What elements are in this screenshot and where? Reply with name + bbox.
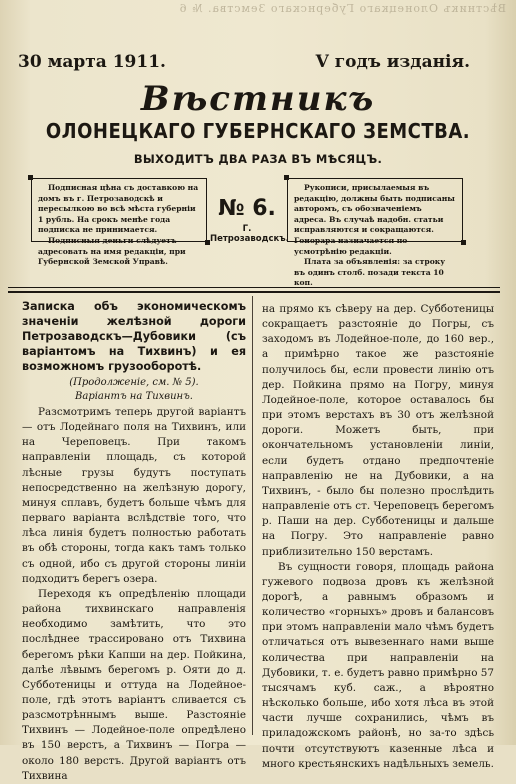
editorial-info-box [287,178,463,288]
masthead-info-row [18,52,470,72]
publication-year: V годъ изданія. [315,52,470,72]
subscription-address-text: Подписныя деньги слѣдуетъ адресовать на имя редакціи, при Губернской Земской Управѣ. [38,235,186,267]
article-paragraph: на прямо къ сѣверу на дер. Субботеницы сокращаетъ разстояніе до Погры, съ заходомъ въ Лодейное-поле, до 160 вер., а примѣрно такое же разстояніе получилось бы, если провести линію отъ дер. Пойкина прямо на Погру, минуя Лодейное-поле, которое оставалось бы при этомъ верстахъ въ 30 отъ желѣзной дороги. Можетъ быть, при окончательномъ установленіи линіи, если будетъ отдано предпочтеніе направленію не на Дубовики, а на Тихвинъ, - было бы полезно прослѣдить направленіе отъ ст. Череповецъ берегомъ р. Паши на дер. Субботеницы и дальше на Погру. Это направленіе равно приблизительно 150 верстамъ. [262,303,494,558]
article-paragraph: Въ сущности говоря, площадь района гужевого подвоза дровъ къ желѣзной дорогѣ, а равнымъ образомъ и количество «горныхъ» дровъ и балансовъ при этомъ направленіи мало чѣмъ будетъ отличаться отъ вывезеннаго нами выше количества при направленіи на Дубовики, т. е. будетъ равно примѣрно 57 тысячамъ куб. саж., а вѣроятно нѣсколько больше, ибо хотя лѣса въ этой части лучше сохранились, чѣмъ въ приладожскомъ районѣ, но за-то здѣсь почти отсутствуютъ казенные лѣса и много крестьянскихъ надѣльныхъ земель. [262,560,494,770]
header-rule [8,287,500,288]
header-rule-thick [8,291,500,293]
article-column-left [22,299,246,784]
issue-date: 30 марта 1911. [18,52,166,72]
publication-frequency: ВЫХОДИТЪ ДВА РАЗА ВЪ МѢСЯЦЪ. [133,152,383,166]
article-section-heading: Варіантъ на Тихвинъ. [75,391,193,402]
issue-place: Г. Петрозаводскъ. [210,224,289,244]
article-paragraph: Разсмотримъ теперь другой варіантъ — отъ Лодейнаго поля на Тихвинъ, или на Череповецъ. При такомъ направленіи площадь, съ которой лѣсные грузы будутъ поступать непосредственно на желѣзную дорогу, минуя сплавъ, будетъ больше чѣмъ для перваго варіанта вслѣдствіе того, что лѣса линія будетъ полностью работать въ обѣ стороны, тогда какъ тамъ только съ одной, ибо съ другой стороны линіи подходитъ берегъ озера. [22,406,246,585]
masthead-title: Вѣстникъ [140,79,376,119]
article-continuation-note: (Продолженіе, см. № 5). [69,377,199,388]
masthead-subtitle: ОЛОНЕЦКАГО ГУБЕРНСКАГО ЗЕМСТВА. [45,119,471,144]
manuscripts-text: Рукописи, присылаемыя въ редакцію, должны быть подписаны авторомъ, съ обозначеніемъ адреса. Въ случаѣ надобн. статьи исправляются и сокращаются. Гонорара назначается по усмотрѣнію редакціи. [294,183,455,256]
issue-block [210,196,289,244]
article-paragraph: Переходя къ опредѣленію площади района тихвинскаго направленія необходимо замѣтить, что это послѣднее трассировано отъ Тихвина берегомъ рѣки Капши на дер. Пойкина, далѣе лѣвымъ берегомъ р. Ояти до д. Субботеницы и оттуда на Лодейное-поле, гдѣ этотъ варіантъ сливается съ разсмотрѣннымъ выше. Разстояніе Тихвинъ — Лодейное-поле опредѣлено въ 150 верстъ, а Тихвинъ — Погра — около 180 верстъ. Другой варіантъ отъ Тихвина [22,587,246,782]
article-column-right [262,302,494,772]
bleed-through-text: Вѣстникъ Олонецкаго Губернскаго Земства. № 6 [178,2,506,15]
subscription-price-text: Подписная цѣна съ доставкою на домъ въ г. Петрозаводскѣ и пересылкою во всѣ мѣста губерніи 1 рубль. На срокъ менѣе года подписка не принимается. [38,183,199,235]
advertising-rates-text: Плата за объявленія: за строку въ одинъ столб. позади текста 10 коп. [294,257,446,288]
column-divider [252,296,253,735]
subscription-info-box [31,178,207,267]
article-title: Записка объ экономическомъ значеніи желѣзной дороги Петрозаводскъ—Дубовики (съ варіантомъ на Тихвинъ) и ея возможномъ грузооборотѣ. [22,300,246,373]
issue-number: № 6. [218,196,276,221]
